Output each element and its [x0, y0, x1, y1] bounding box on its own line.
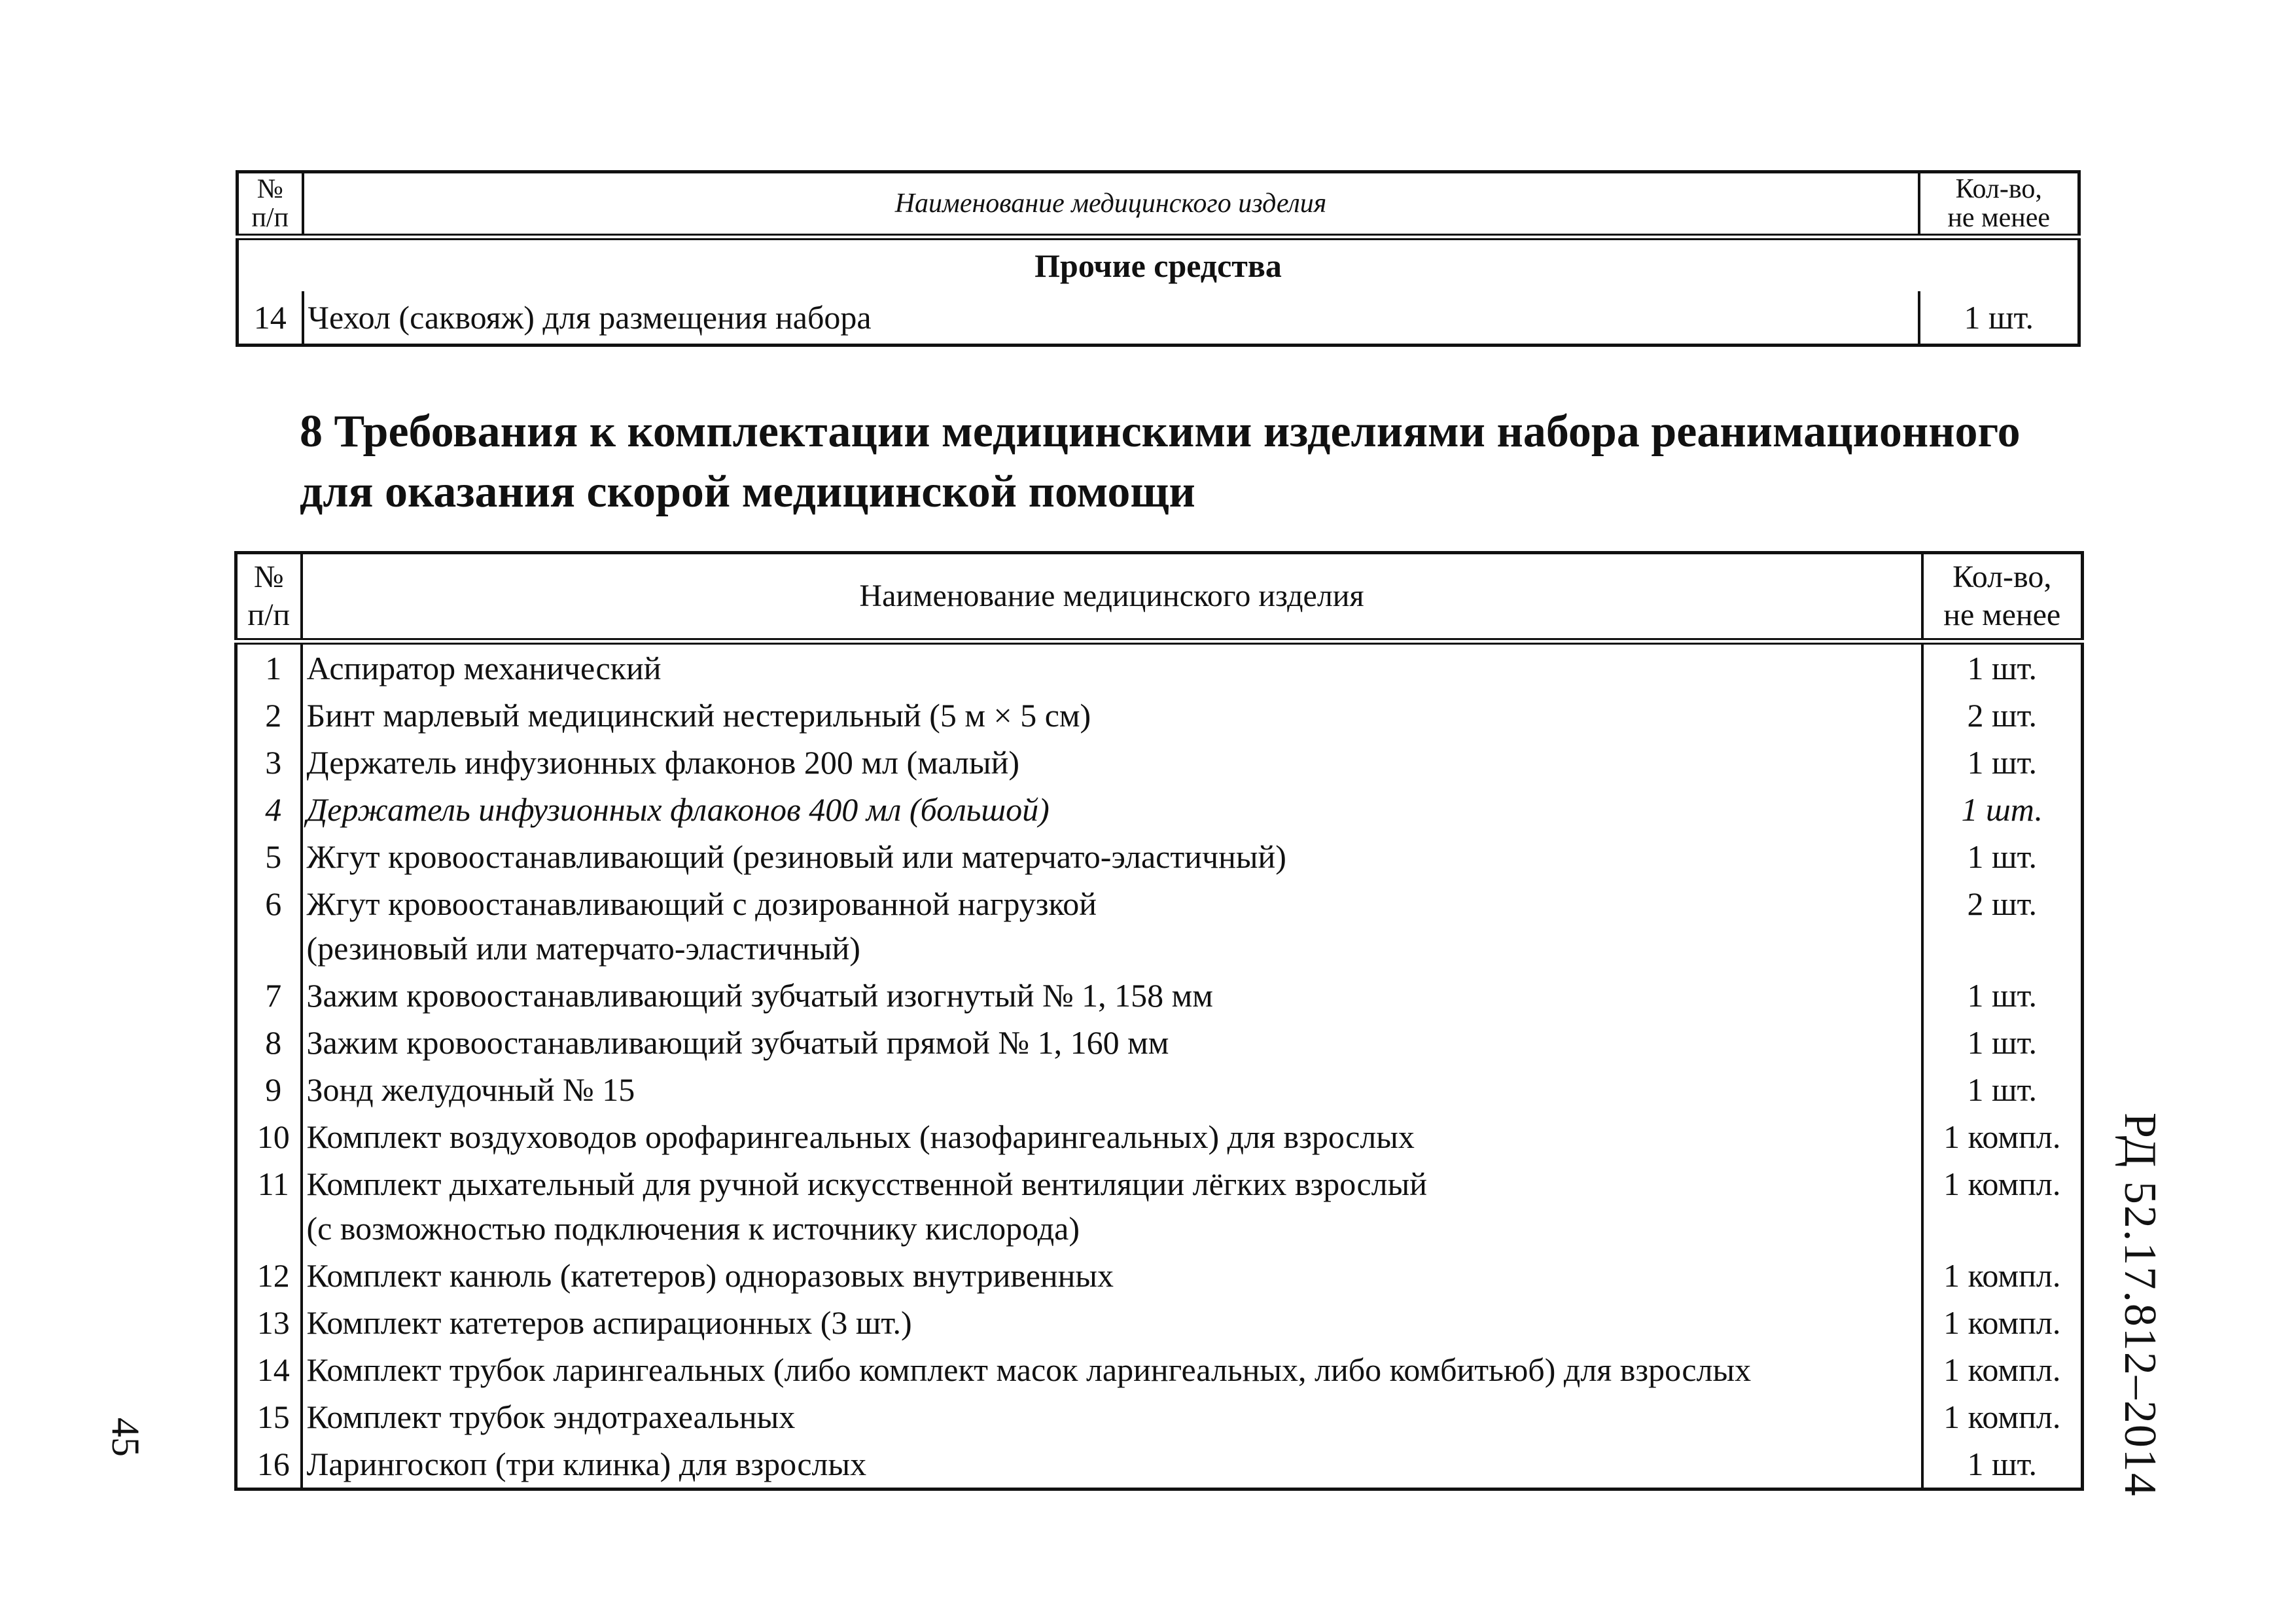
section-heading-line2: для оказания скорой медицинской помощи [300, 467, 1195, 517]
row-number: 13 [236, 1299, 302, 1346]
table-header-row [238, 172, 2079, 238]
row-number: 7 [236, 972, 302, 1019]
row-name [302, 739, 1922, 786]
row-name [302, 1066, 1922, 1113]
row-quantity: 1 компл. [1922, 1160, 2083, 1252]
section-label: Прочие средства [238, 237, 2079, 291]
row-name [302, 1160, 1922, 1252]
table-row [236, 880, 2083, 972]
row-name [302, 1393, 1922, 1440]
row-name [302, 972, 1922, 1019]
row-quantity: 1 компл. [1922, 1299, 2083, 1346]
row-name-line1: Жгут кровоостанавливающий с дозированной нагрузкой [306, 885, 1097, 922]
column-header-quantity-line1: Кол-во, [1955, 174, 2042, 204]
row-number: 8 [236, 1019, 302, 1066]
row-name [302, 833, 1922, 880]
row-name-line1: Держатель инфузионных флаконов 200 мл (малый) [306, 744, 1019, 781]
row-number: 11 [236, 1160, 302, 1252]
column-header-quantity-line2: не менее [1947, 203, 2051, 233]
equipment-table [234, 551, 2084, 1491]
table-row [236, 1066, 2083, 1113]
table-row [236, 692, 2083, 739]
column-header-number [238, 172, 303, 238]
row-name [302, 641, 1922, 692]
column-header-number-line2: п/п [247, 597, 291, 632]
row-name-line1: Комплект воздуховодов орофарингеальных (назофарингеальных) для взрослых [306, 1118, 1415, 1155]
row-quantity: 2 шт. [1922, 880, 2083, 972]
column-header-number [236, 553, 302, 642]
row-name: Чехол (саквояж) для размещения набора [303, 291, 1919, 346]
row-quantity: 1 шт. [1922, 1019, 2083, 1066]
section-heading-line1: 8 Требования к комплектации медицинскими изделиями набора реанимационного [300, 406, 2021, 457]
row-number: 14 [238, 291, 303, 346]
row-number: 14 [236, 1346, 302, 1393]
row-name-line1: Ларингоскоп (три клинка) для взрослых [306, 1446, 867, 1482]
row-number: 16 [236, 1440, 302, 1489]
row-number: 15 [236, 1393, 302, 1440]
row-number: 10 [236, 1113, 302, 1160]
section-heading [300, 402, 2106, 522]
row-quantity: 1 шт. [1922, 1066, 2083, 1113]
row-quantity: 1 шт. [1922, 833, 2083, 880]
row-name-line1: Комплект трубок ларингеальных (либо комплект масок ларингеальных, либо комбитьюб) для взрослых [306, 1351, 1752, 1388]
row-name-line1: Держатель инфузионных флаконов 400 мл (большой) [306, 791, 1050, 828]
row-name-line1: Зажим кровоостанавливающий зубчатый прямой № 1, 160 мм [306, 1024, 1169, 1061]
column-header-number-line1: № [253, 560, 284, 594]
row-name-line1: Комплект канюль (катетеров) одноразовых внутривенных [306, 1257, 1114, 1294]
table-row [236, 1019, 2083, 1066]
row-name-line1: Жгут кровоостанавливающий (резиновый или матерчато-эластичный) [306, 838, 1286, 875]
row-quantity: 1 компл. [1922, 1252, 2083, 1299]
row-name [302, 1019, 1922, 1066]
table-row [236, 833, 2083, 880]
row-name-line2: (с возможностью подключения к источнику кислорода) [306, 1210, 1080, 1247]
row-quantity: 1 шт. [1922, 1440, 2083, 1489]
row-number: 2 [236, 692, 302, 739]
table-row [238, 291, 2079, 346]
row-number: 9 [236, 1066, 302, 1113]
table-row [236, 641, 2083, 692]
row-number: 3 [236, 739, 302, 786]
row-number: 1 [236, 641, 302, 692]
table-row [236, 1160, 2083, 1252]
row-name [302, 1113, 1922, 1160]
row-name-line1: Бинт марлевый медицинский нестерильный (5 м × 5 см) [306, 697, 1091, 734]
row-name-line1: Комплект дыхательный для ручной искусственной вентиляции лёгких взрослый [306, 1166, 1427, 1202]
column-header-quantity-line2: не менее [1943, 597, 2061, 632]
column-header-number-line2: п/п [251, 203, 289, 233]
row-quantity: 1 компл. [1922, 1393, 2083, 1440]
row-quantity: 1 шт. [1922, 786, 2083, 833]
continuation-table [236, 170, 2081, 347]
row-name [302, 1299, 1922, 1346]
table-row [236, 786, 2083, 833]
column-header-quantity [1919, 172, 2079, 238]
row-name [302, 880, 1922, 972]
row-name [302, 1252, 1922, 1299]
table-row [236, 1299, 2083, 1346]
column-header-name: Наименование медицинского изделия [302, 553, 1922, 642]
row-quantity: 1 компл. [1922, 1113, 2083, 1160]
column-header-quantity-line1: Кол-во, [1952, 560, 2052, 594]
row-name [302, 786, 1922, 833]
row-quantity: 1 шт. [1919, 291, 2079, 346]
table-row [236, 1440, 2083, 1489]
row-name-line1: Зонд желудочный № 15 [306, 1071, 635, 1108]
column-header-number-line1: № [256, 174, 283, 204]
row-number: 6 [236, 880, 302, 972]
row-name-line1: Аспиратор механический [306, 650, 662, 687]
row-name-line1: Зажим кровоостанавливающий зубчатый изогнутый № 1, 158 мм [306, 977, 1213, 1014]
row-name-line1: Комплект трубок эндотрахеальных [306, 1399, 796, 1435]
table-row [236, 1346, 2083, 1393]
table-row [236, 739, 2083, 786]
row-quantity: 2 шт. [1922, 692, 2083, 739]
column-header-quantity [1922, 553, 2083, 642]
row-name [302, 1346, 1922, 1393]
document-code: РД 52.17.812–2014 [2115, 1113, 2165, 1497]
section-row [238, 237, 2079, 291]
row-name-line1: Комплект катетеров аспирационных (3 шт.) [306, 1304, 912, 1341]
row-name [302, 692, 1922, 739]
row-quantity: 1 шт. [1922, 972, 2083, 1019]
table-row [236, 1113, 2083, 1160]
row-quantity: 1 шт. [1922, 739, 2083, 786]
column-header-name: Наименование медицинского изделия [303, 172, 1919, 238]
table-row [236, 972, 2083, 1019]
page-number: 45 [104, 1418, 147, 1457]
row-number: 12 [236, 1252, 302, 1299]
row-name-line2: (резиновый или матерчато-эластичный) [306, 930, 860, 967]
table-row [236, 1252, 2083, 1299]
row-quantity: 1 шт. [1922, 641, 2083, 692]
table-row [236, 1393, 2083, 1440]
row-number: 4 [236, 786, 302, 833]
row-name [302, 1440, 1922, 1489]
table-header-row [236, 553, 2083, 642]
row-quantity: 1 компл. [1922, 1346, 2083, 1393]
row-number: 5 [236, 833, 302, 880]
